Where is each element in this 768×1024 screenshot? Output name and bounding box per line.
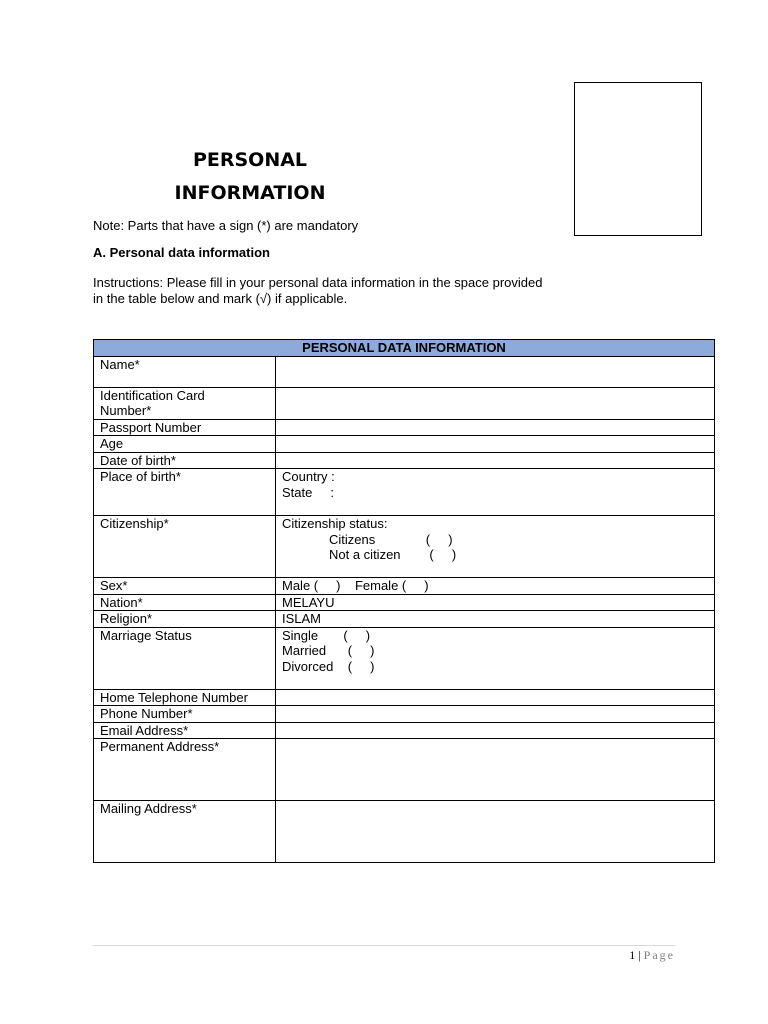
married-option[interactable]: Married ( ) [282,643,375,658]
marriage-label: Marriage Status [94,627,276,689]
table-header-row [94,340,715,357]
photo-box [574,82,702,236]
age-field[interactable] [276,436,715,453]
table-row [94,452,715,469]
mailing-address-field[interactable] [276,801,715,863]
table-row [94,627,715,689]
permanent-address-field[interactable] [276,739,715,801]
email-field[interactable] [276,722,715,739]
page-label: Page [643,948,675,962]
sex-options[interactable]: Male ( ) Female ( ) [282,578,429,593]
nation-value[interactable]: MELAYU [276,594,715,611]
passport-field[interactable] [276,419,715,436]
page-footer [629,948,675,963]
not-citizen-option[interactable]: Not a citizen ( ) [329,547,457,562]
table-row [94,611,715,628]
marriage-field[interactable] [276,627,715,689]
citizenship-status: Citizenship status: [282,516,388,531]
passport-label: Passport Number [94,419,276,436]
sex-field[interactable] [276,578,715,595]
pob-state: State : [282,484,335,500]
table-row [94,739,715,801]
table-row [94,419,715,436]
pob-country: Country : [282,469,335,484]
divorced-option[interactable]: Divorced ( ) [282,658,375,674]
table-row [94,436,715,453]
table-row [94,801,715,863]
section-heading: A. Personal data information [93,245,270,260]
table-row [94,594,715,611]
table-header: PERSONAL DATA INFORMATION [94,340,715,357]
mandatory-note: Note: Parts that have a sign (*) are mandatory [93,218,359,233]
home-tel-field[interactable] [276,689,715,706]
table-row [94,387,715,419]
home-tel-label: Home Telephone Number [94,689,276,706]
pob-field[interactable] [276,469,715,516]
email-label: Email Address* [94,722,276,739]
dob-label: Date of birth* [94,452,276,469]
religion-value[interactable]: ISLAM [276,611,715,628]
table-row [94,469,715,516]
permanent-address-label: Permanent Address* [94,739,276,801]
nation-label: Nation* [94,594,276,611]
age-label: Age [94,436,276,453]
table-row [94,356,715,387]
table-row [94,689,715,706]
single-option[interactable]: Single ( ) [282,627,371,643]
table-row [94,516,715,578]
table-row [94,578,715,595]
page-title: PERSONAL INFORMATION [174,149,326,204]
citizenship-label: Citizenship* [94,516,276,578]
dob-field[interactable] [276,452,715,469]
footer-divider [93,945,675,946]
phone-label: Phone Number* [94,706,276,723]
religion-label: Religion* [94,611,276,628]
instructions: Instructions: Please fill in your personal data information in the space provided in the table below and mark (√) if applicable. [93,275,543,306]
citizenship-field[interactable] [276,516,715,578]
page-separator: | [638,948,641,962]
phone-field[interactable] [276,706,715,723]
ic-field[interactable] [276,387,715,419]
table-row [94,706,715,723]
mailing-address-label: Mailing Address* [94,801,276,863]
ic-label: Identification Card Number* [94,387,276,419]
table-row [94,722,715,739]
pob-label: Place of birth* [94,469,276,516]
name-field[interactable] [276,356,715,387]
page-number: 1 [629,948,636,962]
citizens-option[interactable]: Citizens ( ) [329,531,453,547]
name-label: Name* [94,356,276,387]
personal-data-table [93,339,715,863]
sex-label: Sex* [94,578,276,595]
